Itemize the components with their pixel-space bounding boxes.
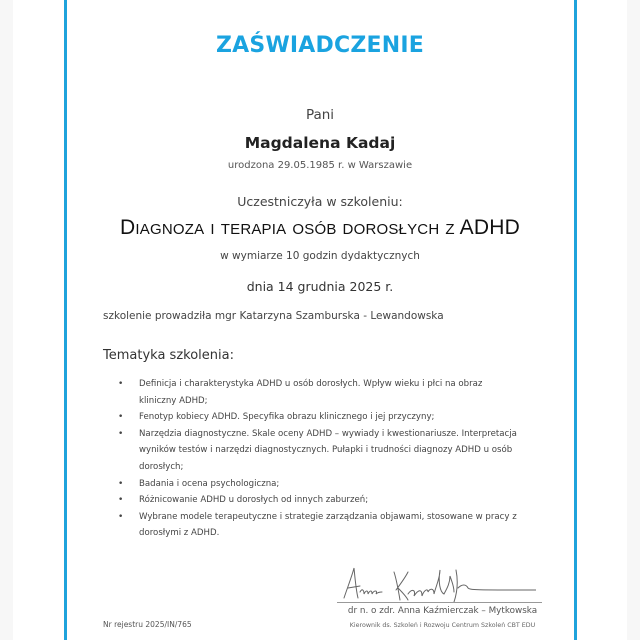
topic-item: • Definicja i charakterystyka ADHD u osób dorosłych. Wpływ wieku i płci na obraz kliniczny ADHD; xyxy=(118,376,518,409)
left-border-line xyxy=(64,0,67,640)
trainer-info: szkolenie prowadziła mgr Katarzyna Szamburska - Lewandowska xyxy=(103,310,444,322)
bullet-icon: • xyxy=(118,495,124,506)
salutation: Pani xyxy=(305,107,335,123)
birth-info: urodzona 29.05.1985 r. w Warszawie xyxy=(227,160,413,171)
bullet-icon: • xyxy=(118,428,124,439)
signer-name: dr n. o zdr. Anna Kaźmierczak – Mytkowska xyxy=(347,606,538,616)
registry-number: Nr rejestru 2025/IN/765 xyxy=(103,620,192,629)
topic-item: • Narzędzia diagnostyczne. Skale oceny ADHD – wywiady i kwestionariusze. Interpretacja wyników testów i narzędzi diagnostycznych. Pułapki i trudności diagnozy ADHD u osób dorosłych; xyxy=(118,426,518,476)
course-date: dnia 14 grudnia 2025 r. xyxy=(246,279,394,294)
participation-text: Uczestniczyła w szkoleniu: xyxy=(237,194,403,209)
topic-item: • Wybrane modele terapeutyczne i strategie zarządzania objawami, stosowane w pracy z dorosłymi z ADHD. xyxy=(118,509,518,542)
topic-item: • Badania i ocena psychologiczna; xyxy=(118,476,518,493)
signature-line xyxy=(337,602,542,603)
topic-item: • Różnicowanie ADHD u dorosłych od innych zaburzeń; xyxy=(118,492,518,509)
bullet-icon: • xyxy=(118,412,124,423)
bullet-icon: • xyxy=(118,379,124,389)
topic-item: • Fenotyp kobiecy ADHD. Specyfika obrazu klinicznego i jej przyczyny; xyxy=(118,409,518,426)
right-border-line xyxy=(574,0,577,640)
signer-role: Kierownik ds. Szkoleń i Rozwoju Centrum Szkoleń CBT EDU xyxy=(349,622,536,629)
topics-heading: Tematyka szkolenia: xyxy=(103,348,234,363)
bullet-icon: • xyxy=(118,478,124,489)
handwritten-signature-icon xyxy=(336,562,536,604)
course-hours: w wymiarze 10 godzin dydaktycznych xyxy=(220,250,420,262)
course-title: Diagnoza i terapia osób dorosłych z ADHD xyxy=(120,216,520,239)
topics-list xyxy=(118,376,518,542)
certificate-title: ZAŚWIADCZENIE xyxy=(216,33,424,58)
recipient-name: Magdalena Kadaj xyxy=(244,134,396,152)
bullet-icon: • xyxy=(118,511,124,522)
